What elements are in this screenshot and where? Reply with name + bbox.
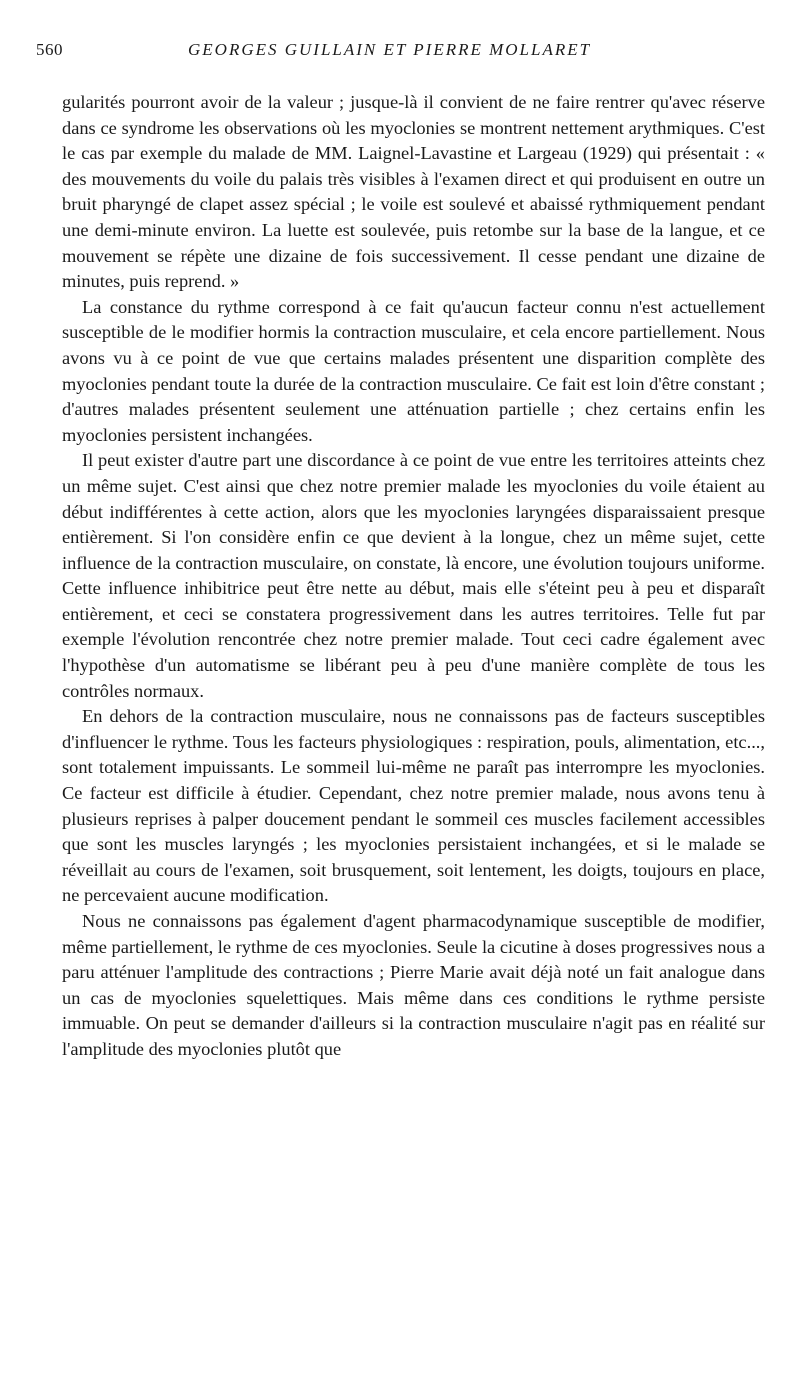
page-number: 560	[36, 40, 63, 59]
paragraph-rhythm-constancy: La constance du rythme correspond à ce fait qu'aucun facteur connu n'est actuellement susceptible de le modifier hormis la contraction musculaire, et cela encore partiellement. Nous avons vu à ce point de vue que certains malades présentent une disparition complète des myoclonies pendant toute la durée de la contraction musculaire. Ce fait est loin d'être constant ; d'autres malades présentent seulement une atténuation partielle ; chez certains enfin les myoclonies persistent inchangées.	[62, 296, 765, 445]
paragraph-territory-discordance: Il peut exister d'autre part une discordance à ce point de vue entre les territoires atteints chez un même sujet. C'est ainsi que chez notre premier malade les myoclonies du voile étaient au début indifférentes à cette action, alors que les myoclonies laryngées disparaissaient presque entièrement. Si l'on considère enfin ce que devient à la longue, chez un même sujet, cette influence de la contraction musculaire, on constate, là encore, une évolution toujours uniforme. Cette influence inhibitrice peut être nette au début, mais elle s'éteint peu à peu et disparaît entièrement, et ceci se constatera progressivement dans les autres territoires. Telle fut par exemple l'évolution rencontrée chez notre premier malade. Tout ceci cadre également avec l'hypothèse d'un automatisme se libérant peu à peu d'une manière complète de tous les contrôles normaux.	[62, 450, 765, 701]
paragraph-pharmacodynamic-agents: Nous ne connaissons pas également d'agent pharmacodynamique susceptible de modifier, même partiellement, le rythme de ces myoclonies. Seule la cicutine à doses progressives nous a paru atténuer l'amplitude des contractions ; Pierre Marie avait déjà noté un fait analogue dans un cas de myoclonies squelettiques. Mais même dans ces conditions le rythme persiste immuable. On peut se demander d'ailleurs si la contraction musculaire n'agit pas en réalité sur l'amplitude des myoclonies plutôt que	[62, 911, 765, 1059]
running-title: GEORGES GUILLAIN ET PIERRE MOLLARET	[188, 40, 592, 59]
book-page	[36, 40, 765, 1063]
paragraph-physiological-factors: En dehors de la contraction musculaire, nous ne connaissons pas de facteurs susceptibles d'influencer le rythme. Tous les facteurs physiologiques : respiration, pouls, alimentation, etc..., sont totalement impuissants. Le sommeil lui-même ne paraît pas interrompre les myoclonies. Ce facteur est difficile à étudier. Cependant, chez notre premier malade, nous avons tenu à plusieurs reprises à palper doucement pendant le sommeil ces muscles facilement accessibles que sont les muscles laryngés ; les myoclonies persistaient inchangées, et si le malade se réveillait au cours de l'examen, soit brusquement, soit lentement, les doigts, toujours en place, ne percevaient aucune modification.	[62, 706, 765, 906]
running-head	[36, 40, 765, 68]
body-text	[62, 90, 765, 1063]
paragraph-continuation: gularités pourront avoir de la valeur ; jusque-là il convient de ne faire rentrer qu'avec réserve dans ce syndrome les observations où les myoclonies se montrent nettement arythmiques. C'est le cas par exemple du malade de MM. Laignel-Lavastine et Largeau (1929) qui présentait : « des mouvements du voile du palais très visibles à l'examen direct et qui produisent en outre un bruit pharyngé de clapet assez spécial ; le voile est soulevé et abaissé rythmiquement pendant une demi-minute environ. La luette est soulevée, puis retombe sur la base de la langue, et ce mouvement se répète une dizaine de fois successivement. Il cesse pendant une dizaine de minutes, puis reprend. »	[62, 92, 765, 292]
